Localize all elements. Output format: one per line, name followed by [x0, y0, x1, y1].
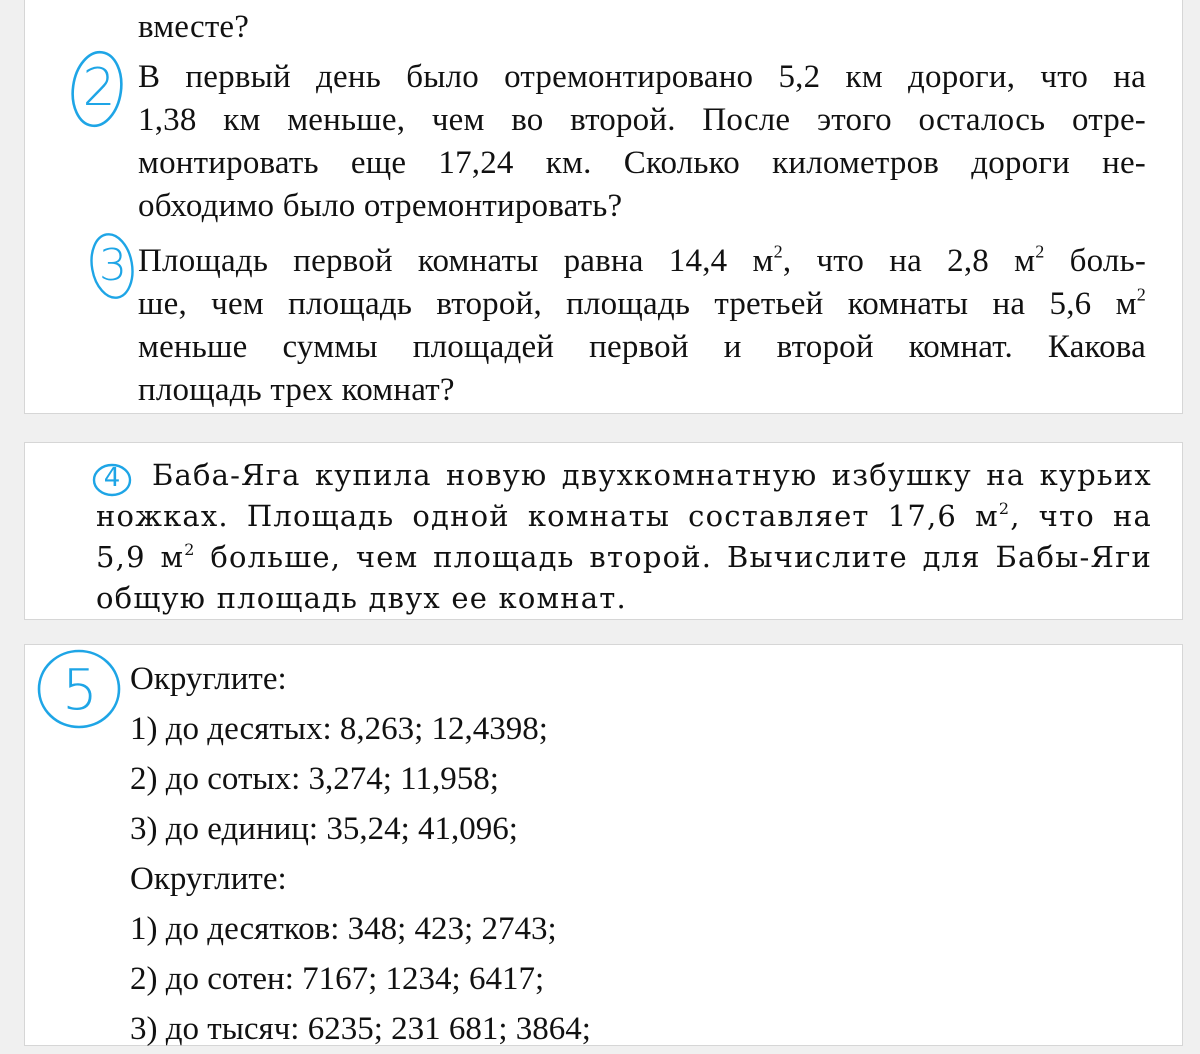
problem-2-line: В первый день было отремонтировано 5,2 км дороги, что на [138, 59, 1146, 95]
problem-2-text [138, 56, 1146, 228]
problem-3-line: ше, чем площадь второй, площадь третьей комнаты на 5,6 $м^2$ [138, 284, 1146, 322]
problem-4-line: Баба-Яга купила новую двухкомнатную избушку на курьих [152, 458, 1152, 492]
problem-1-tail: вместе? [138, 9, 250, 45]
problem-3-line: Площадь первой комнаты равна 14,4 $м^2$, что на 2,8 $м^2$ боль- [138, 241, 1147, 279]
circled-number-5-mark [37, 648, 123, 732]
problem-4-line: ножках. Площадь одной комнаты составляет 17,6 $м^2$, что на [96, 499, 1152, 533]
round-heading: Округлите: [130, 861, 287, 897]
problem-5-text [130, 654, 591, 1054]
round-item: 2) до сотых: 3,274; 11,958; [130, 761, 499, 797]
mark-4-digit: 4 [103, 463, 121, 493]
problem-2-line: 1,38 км меньше, чем во второй. После этого осталось отре- [138, 102, 1146, 138]
mark-3-digit: 3 [99, 240, 127, 291]
round-item: 3) до единиц: 35,24; 41,096; [130, 811, 518, 847]
problem-2-line: обходимо было отремонтировать? [138, 188, 623, 224]
circled-number-3-mark [88, 226, 138, 308]
round-item: 1) до десятых: 8,263; 12,4398; [130, 711, 548, 747]
mark-2-digit: 2 [82, 58, 116, 118]
problem-4-line: 5,9 $м^2$ больше, чем площадь второй. Вычислите для Бабы-Яги [96, 540, 1152, 574]
round-item: 1) до десятков: 348; 423; 2743; [130, 911, 557, 947]
round-heading: Округлите: [130, 661, 287, 697]
circled-number-2-mark [70, 48, 128, 132]
round-item: 2) до сотен: 7167; 1234; 6417; [130, 961, 545, 997]
problem-3-line: площадь трех комнат? [138, 372, 455, 408]
round-item: 3) до тысяч: 6235; 231 681; 3864; [130, 1011, 591, 1047]
problem-3-text [138, 240, 1146, 412]
mark-5-digit: 5 [62, 658, 98, 723]
problem-4-line: общую площадь двух ее комнат. [96, 581, 627, 615]
problem-4-text [96, 455, 1152, 619]
problem-2-line: монтировать еще 17,24 км. Сколько километров дороги не- [138, 145, 1146, 181]
problem-3-line: меньше суммы площадей первой и второй комнат. Какова [138, 329, 1146, 365]
